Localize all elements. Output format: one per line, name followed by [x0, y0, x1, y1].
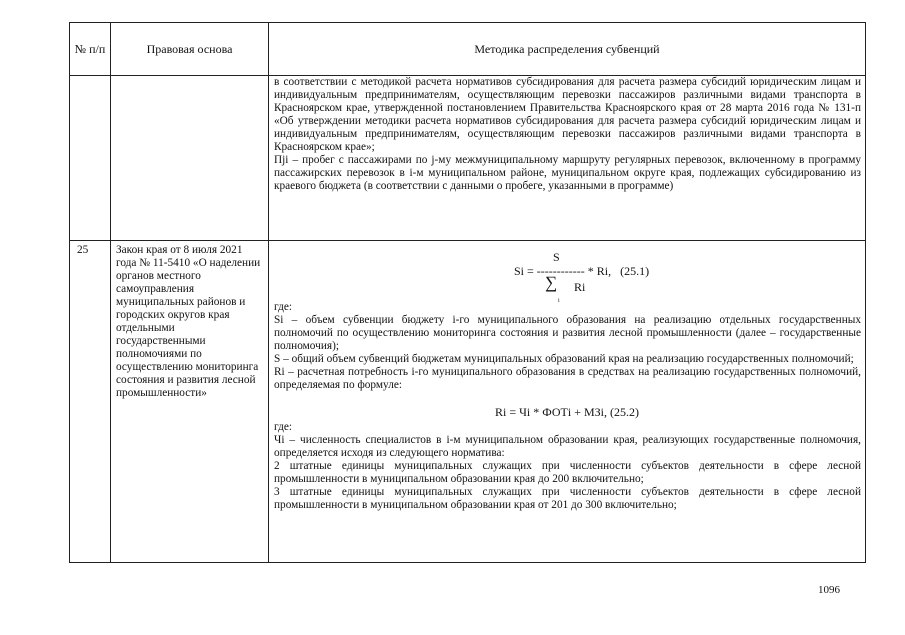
page-number: 1096	[818, 584, 840, 596]
row-number: 25	[77, 244, 89, 256]
cell-method	[269, 241, 866, 563]
header-num: № п/п	[70, 23, 111, 76]
paragraph: в соответствии с методикой расчета нормативов субсидирования для расчета размера субсидий юридическим лицам и индивидуальным предпринимателям, осуществляющим перевозки пассажиров различными видами транспорта в Красноярском крае, утвержденной постановлением Правительства Красноярского края от 28 марта 2016 года № 131-п «Об утверждении методики расчета нормативов субсидирования для расчета размера субсидий юридическим лицам и индивидуальным предпринимателям, осуществляющим перевозки пассажиров различными видами транспорта в Красноярском крае»;	[274, 76, 861, 153]
paragraph: Чi – численность специалистов в i-м муниципальном образовании края, реализующих государственные полномочия, определяется исходя из следующего норматива:	[274, 434, 861, 459]
table-header-row	[70, 23, 866, 76]
header-legal-basis: Правовая основа	[111, 23, 269, 76]
cell-legal-basis	[111, 241, 269, 563]
formula-denominator: Ri	[574, 280, 586, 294]
formula-numerator: S	[553, 250, 560, 264]
paragraph: Si – объем субвенции бюджету i-го муниципального образования на реализацию отдельных государственных полномочий по осуществлению мониторинга состояния и развития лесной промышленности (далее – государственные полномочия);	[274, 314, 861, 352]
sum-symbol: ∑	[545, 273, 558, 292]
table-row	[70, 241, 866, 563]
cell-num-empty	[70, 76, 111, 241]
cell-legal-empty	[111, 76, 269, 241]
paragraph: 2 штатные единицы муниципальных служащих при численности субъектов деятельности в сфере лесной промышленности в муниципальном образовании края до 200 включительно;	[274, 460, 861, 485]
table-row	[70, 76, 866, 241]
paragraph: Пji – пробег с пассажирами по j-му межмуниципальному маршруту регулярных перевозок, включенному в программу пассажирских перевозок в i-м муниципальном районе, муниципальном округе края, подлежащих субсидированию из краевого бюджета (в соответствии с данными о пробеге, указанными в программе)	[274, 154, 861, 192]
formula-line: Si = ------------ * Ri, (25.1)	[514, 264, 650, 278]
paragraph: S – общий объем субвенций бюджетам муниципальных образований края на реализацию государственных полномочий;	[274, 353, 854, 365]
legal-basis-text: Закон края от 8 июля 2021 года № 11-5410 «О наделении органов местного самоуправления муниципальных районов и городских округов края отдельными государственными полномочиями по осуществлению мониторинга состояния и развития лесной промышленности»	[116, 244, 261, 399]
sum-index: i	[558, 298, 560, 304]
formula-25-2: Ri = Чi * ФОТi + МЗi, (25.2)	[495, 405, 639, 419]
cell-num	[70, 241, 111, 563]
paragraph: где:	[274, 301, 292, 313]
cell-method-cont	[269, 76, 866, 241]
paragraph: где:	[274, 421, 292, 433]
paragraph: Ri – расчетная потребность i-го муниципального образования в средствах на реализацию государственных полномочий, определяемая по формуле:	[274, 366, 861, 391]
methodology-table	[69, 22, 866, 563]
header-method: Методика распределения субвенций	[269, 23, 866, 76]
paragraph: 3 штатные единицы муниципальных служащих при численности субъектов деятельности в сфере лесной промышленности в муниципальном образовании края от 201 до 300 включительно;	[274, 486, 861, 511]
formula-25-1	[269, 243, 865, 304]
